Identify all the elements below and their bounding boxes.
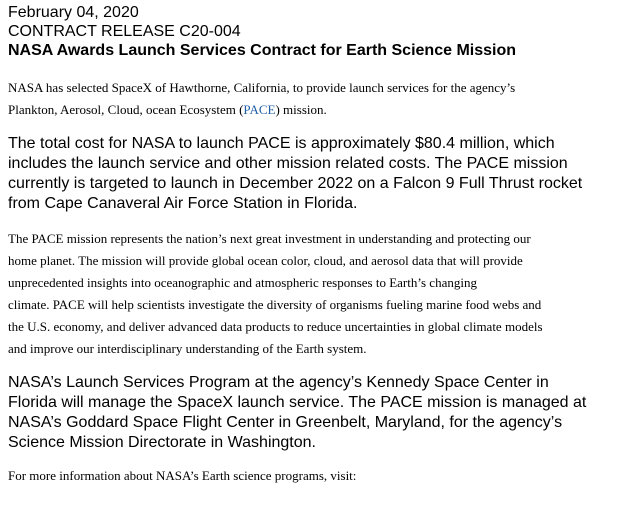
release-headline: NASA Awards Launch Services Contract for Earth Science Mission xyxy=(8,42,516,59)
paragraph-mission-line: The PACE mission represents the nation’s next great investment in understanding and protecting our xyxy=(8,231,531,246)
pace-link[interactable]: PACE xyxy=(243,102,276,117)
paragraph-intro xyxy=(8,77,612,121)
paragraph-cost-line: The total cost for NASA to launch PACE is approximately $80.4 million, which xyxy=(8,135,555,152)
paragraph-mission-line: climate. PACE will help scientists investigate the diversity of organisms fueling marine food webs and xyxy=(8,297,542,312)
paragraph-management-line: NASA’s Launch Services Program at the agency’s Kennedy Space Center in xyxy=(8,374,549,391)
paragraph-management-line: NASA’s Goddard Space Flight Center in Greenbelt, Maryland, for the agency’s xyxy=(8,414,563,431)
paragraph-intro-line xyxy=(8,99,612,121)
paragraph-intro-text: ) mission. xyxy=(275,102,327,117)
paragraph-more-info-line: For more information about NASA’s Earth science programs, visit: xyxy=(8,468,357,483)
paragraph-cost-line: from Cape Canaveral Air Force Station in Florida. xyxy=(8,195,358,212)
paragraph-intro-line: NASA has selected SpaceX of Hawthorne, California, to provide launch services for the agency’s xyxy=(8,80,516,95)
press-release-document xyxy=(8,3,612,487)
paragraph-mission-line: and improve our interdisciplinary understanding of the Earth system. xyxy=(8,341,367,356)
paragraph-mission-line: the U.S. economy, and deliver advanced data products to reduce uncertainties in global climate models xyxy=(8,319,543,334)
paragraph-mission-line: home planet. The mission will provide global ocean color, cloud, and aerosol data that will provide xyxy=(8,253,523,268)
paragraph-management xyxy=(8,373,612,453)
paragraph-cost-line: includes the launch service and other mission related costs. The PACE mission xyxy=(8,155,568,172)
paragraph-mission xyxy=(8,228,612,360)
paragraph-intro-text: Plankton, Aerosol, Cloud, ocean Ecosystem ( xyxy=(8,102,244,117)
release-number: CONTRACT RELEASE C20-004 xyxy=(8,23,241,40)
paragraph-more-info xyxy=(8,465,612,487)
paragraph-mission-line: unprecedented insights into oceanographic and atmospheric responses to Earth’s changing xyxy=(8,275,477,290)
paragraph-management-line: Florida will manage the SpaceX launch service. The PACE mission is managed at xyxy=(8,394,587,411)
paragraph-cost-line: currently is targeted to launch in December 2022 on a Falcon 9 Full Thrust rocket xyxy=(8,175,583,192)
release-date: February 04, 2020 xyxy=(8,4,139,21)
paragraph-cost xyxy=(8,134,612,214)
paragraph-management-line: Science Mission Directorate in Washington. xyxy=(8,434,316,451)
